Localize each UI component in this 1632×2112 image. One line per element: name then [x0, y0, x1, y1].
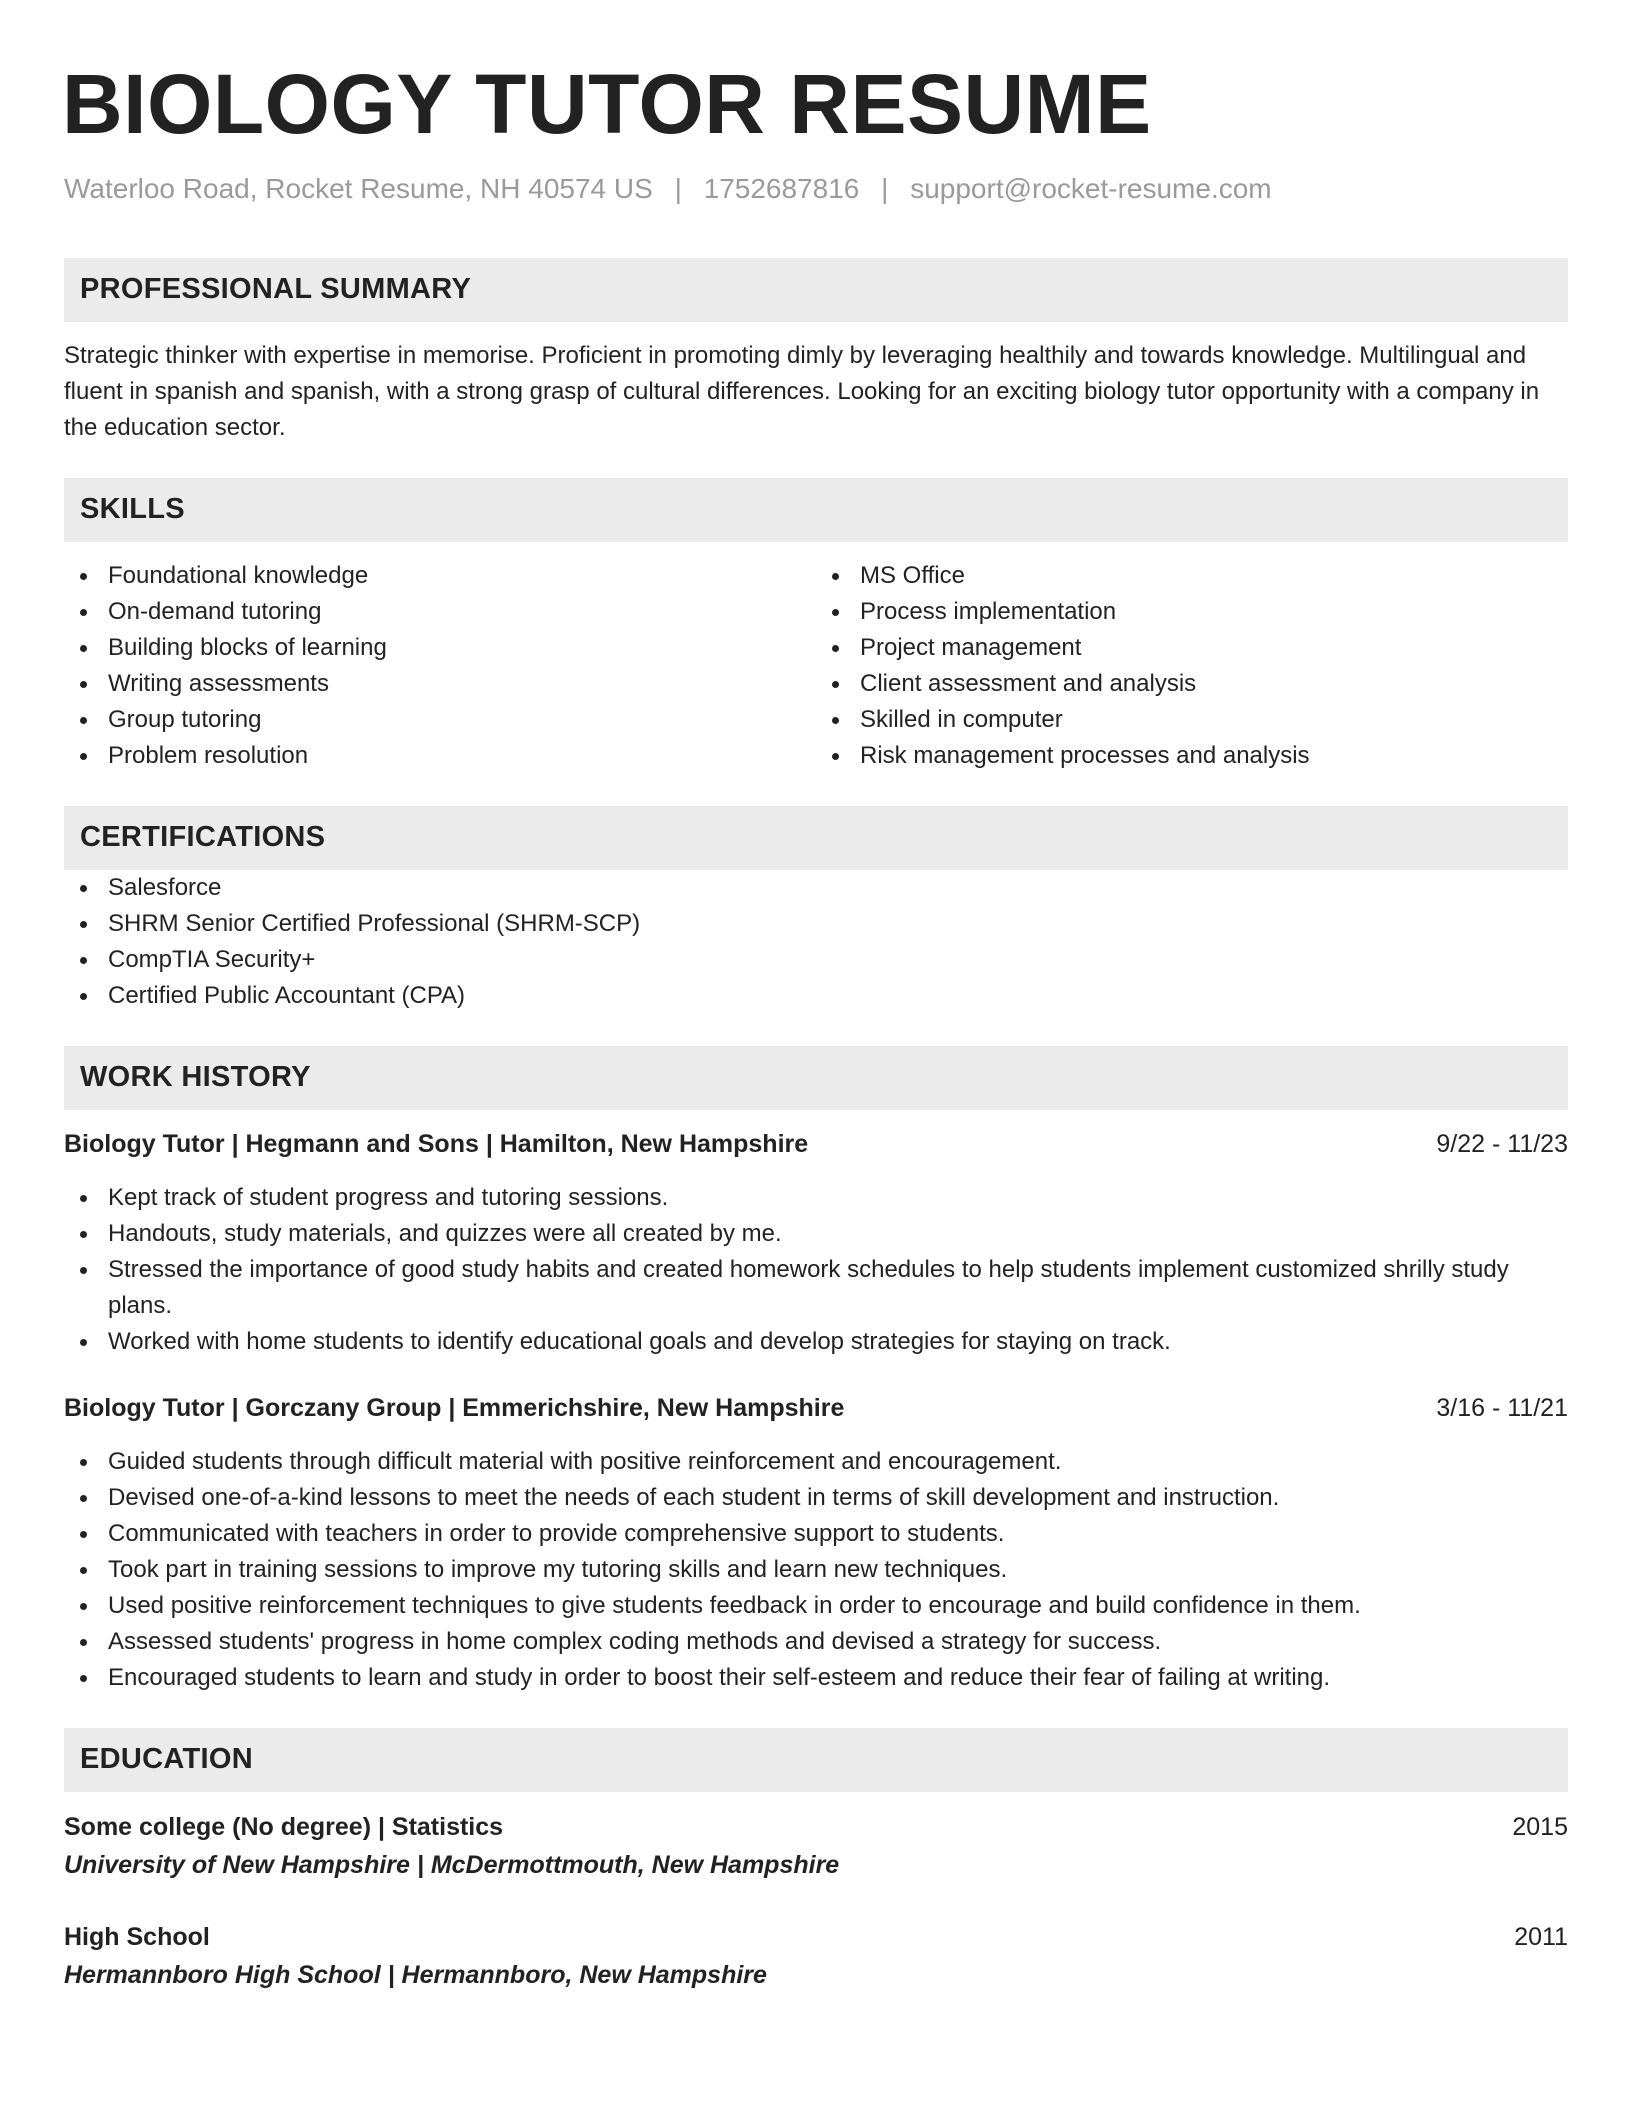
- job-bullet: Handouts, study materials, and quizzes were all created by me.: [64, 1216, 1568, 1252]
- skill-item: Writing assessments: [64, 666, 816, 702]
- summary-text: Strategic thinker with expertise in memorise. Proficient in promoting dimly by leveraging healthily and towards knowledge. Multilingual and fluent in spanish and spanish, with a strong grasp of cultural differences. Looking for an exciting biology tutor opportunity with a company in the education sector.: [64, 341, 1540, 441]
- job-header: [64, 1126, 1568, 1162]
- summary-section: [64, 258, 1568, 446]
- skill-item: Building blocks of learning: [64, 630, 816, 666]
- resume-header: [62, 57, 1568, 206]
- skills-section: [64, 478, 1568, 774]
- skill-item: Project management: [816, 630, 1568, 666]
- certification-item: Salesforce: [64, 870, 1568, 906]
- certification-item: SHRM Senior Certified Professional (SHRM-SCP): [64, 906, 1568, 942]
- education-entry: [64, 1918, 1568, 1994]
- education-year: 2011: [1514, 1922, 1568, 1951]
- certifications-list: [64, 870, 1568, 1014]
- job-entry: [64, 1390, 1568, 1696]
- contact-email: support@rocket-resume.com: [910, 173, 1272, 204]
- skill-item: Process implementation: [816, 594, 1568, 630]
- section-heading-summary: PROFESSIONAL SUMMARY: [64, 258, 1568, 322]
- education-degree: Some college (No degree) | Statistics: [64, 1812, 504, 1841]
- education-school: Hermannboro High School | Hermannboro, New Hampshire: [64, 1960, 767, 1989]
- skill-item: On-demand tutoring: [64, 594, 816, 630]
- education-section: [64, 1728, 1568, 1994]
- contact-line: [64, 172, 1568, 206]
- section-heading-education: EDUCATION: [64, 1728, 1568, 1792]
- skill-item: MS Office: [816, 558, 1568, 594]
- job-bullets: [64, 1180, 1568, 1360]
- job-bullet: Assessed students' progress in home complex coding methods and devised a strategy for success.: [64, 1624, 1568, 1660]
- skill-item: Group tutoring: [64, 702, 816, 738]
- section-heading-work-history: WORK HISTORY: [64, 1046, 1568, 1110]
- job-bullets: [64, 1444, 1568, 1696]
- education-school: University of New Hampshire | McDermottmouth, New Hampshire: [64, 1850, 840, 1879]
- skills-list-right: [816, 558, 1568, 774]
- skill-item: Client assessment and analysis: [816, 666, 1568, 702]
- job-dates: 3/16 - 11/21: [1436, 1393, 1568, 1422]
- job-dates: 9/22 - 11/23: [1436, 1129, 1568, 1158]
- work-history-section: [64, 1046, 1568, 1696]
- contact-separator: |: [881, 173, 889, 204]
- section-heading-skills: SKILLS: [64, 478, 1568, 542]
- skill-item: Risk management processes and analysis: [816, 738, 1568, 774]
- certifications-section: [64, 806, 1568, 1014]
- certification-item: Certified Public Accountant (CPA): [64, 978, 1568, 1014]
- job-bullet: Encouraged students to learn and study in order to boost their self-esteem and reduce their fear of failing at writing.: [64, 1660, 1568, 1696]
- skill-item: Skilled in computer: [816, 702, 1568, 738]
- job-entry: [64, 1126, 1568, 1360]
- skills-list-left: [64, 558, 816, 774]
- job-title: Biology Tutor | Hegmann and Sons | Hamilton, New Hampshire: [64, 1129, 809, 1158]
- job-bullet: Devised one-of-a-kind lessons to meet the needs of each student in terms of skill development and instruction.: [64, 1480, 1568, 1516]
- skill-item: Problem resolution: [64, 738, 816, 774]
- job-bullet: Kept track of student progress and tutoring sessions.: [64, 1180, 1568, 1216]
- contact-separator: |: [674, 173, 682, 204]
- job-bullet: Guided students through difficult material with positive reinforcement and encouragement.: [64, 1444, 1568, 1480]
- resume-title: BIOLOGY TUTOR RESUME: [62, 57, 1152, 151]
- skill-item: Foundational knowledge: [64, 558, 816, 594]
- contact-phone: 1752687816: [703, 173, 860, 204]
- job-title: Biology Tutor | Gorczany Group | Emmerichshire, New Hampshire: [64, 1393, 845, 1422]
- certification-item: CompTIA Security+: [64, 942, 1568, 978]
- job-bullet: Worked with home students to identify educational goals and develop strategies for staying on track.: [64, 1324, 1568, 1360]
- job-bullet: Stressed the importance of good study habits and created homework schedules to help students implement customized shrilly study plans.: [64, 1252, 1568, 1324]
- section-heading-certifications: CERTIFICATIONS: [64, 806, 1568, 870]
- contact-address: Waterloo Road, Rocket Resume, NH 40574 US: [64, 173, 653, 204]
- job-bullet: Took part in training sessions to improve my tutoring skills and learn new techniques.: [64, 1552, 1568, 1588]
- education-degree: High School: [64, 1922, 210, 1951]
- job-bullet: Used positive reinforcement techniques to give students feedback in order to encourage and build confidence in them.: [64, 1588, 1568, 1624]
- job-bullet: Communicated with teachers in order to provide comprehensive support to students.: [64, 1516, 1568, 1552]
- education-header: [64, 1918, 1568, 1956]
- education-year: 2015: [1512, 1812, 1568, 1841]
- skills-grid: [64, 558, 1568, 774]
- education-entry: [64, 1808, 1568, 1884]
- job-header: [64, 1390, 1568, 1426]
- education-header: [64, 1808, 1568, 1846]
